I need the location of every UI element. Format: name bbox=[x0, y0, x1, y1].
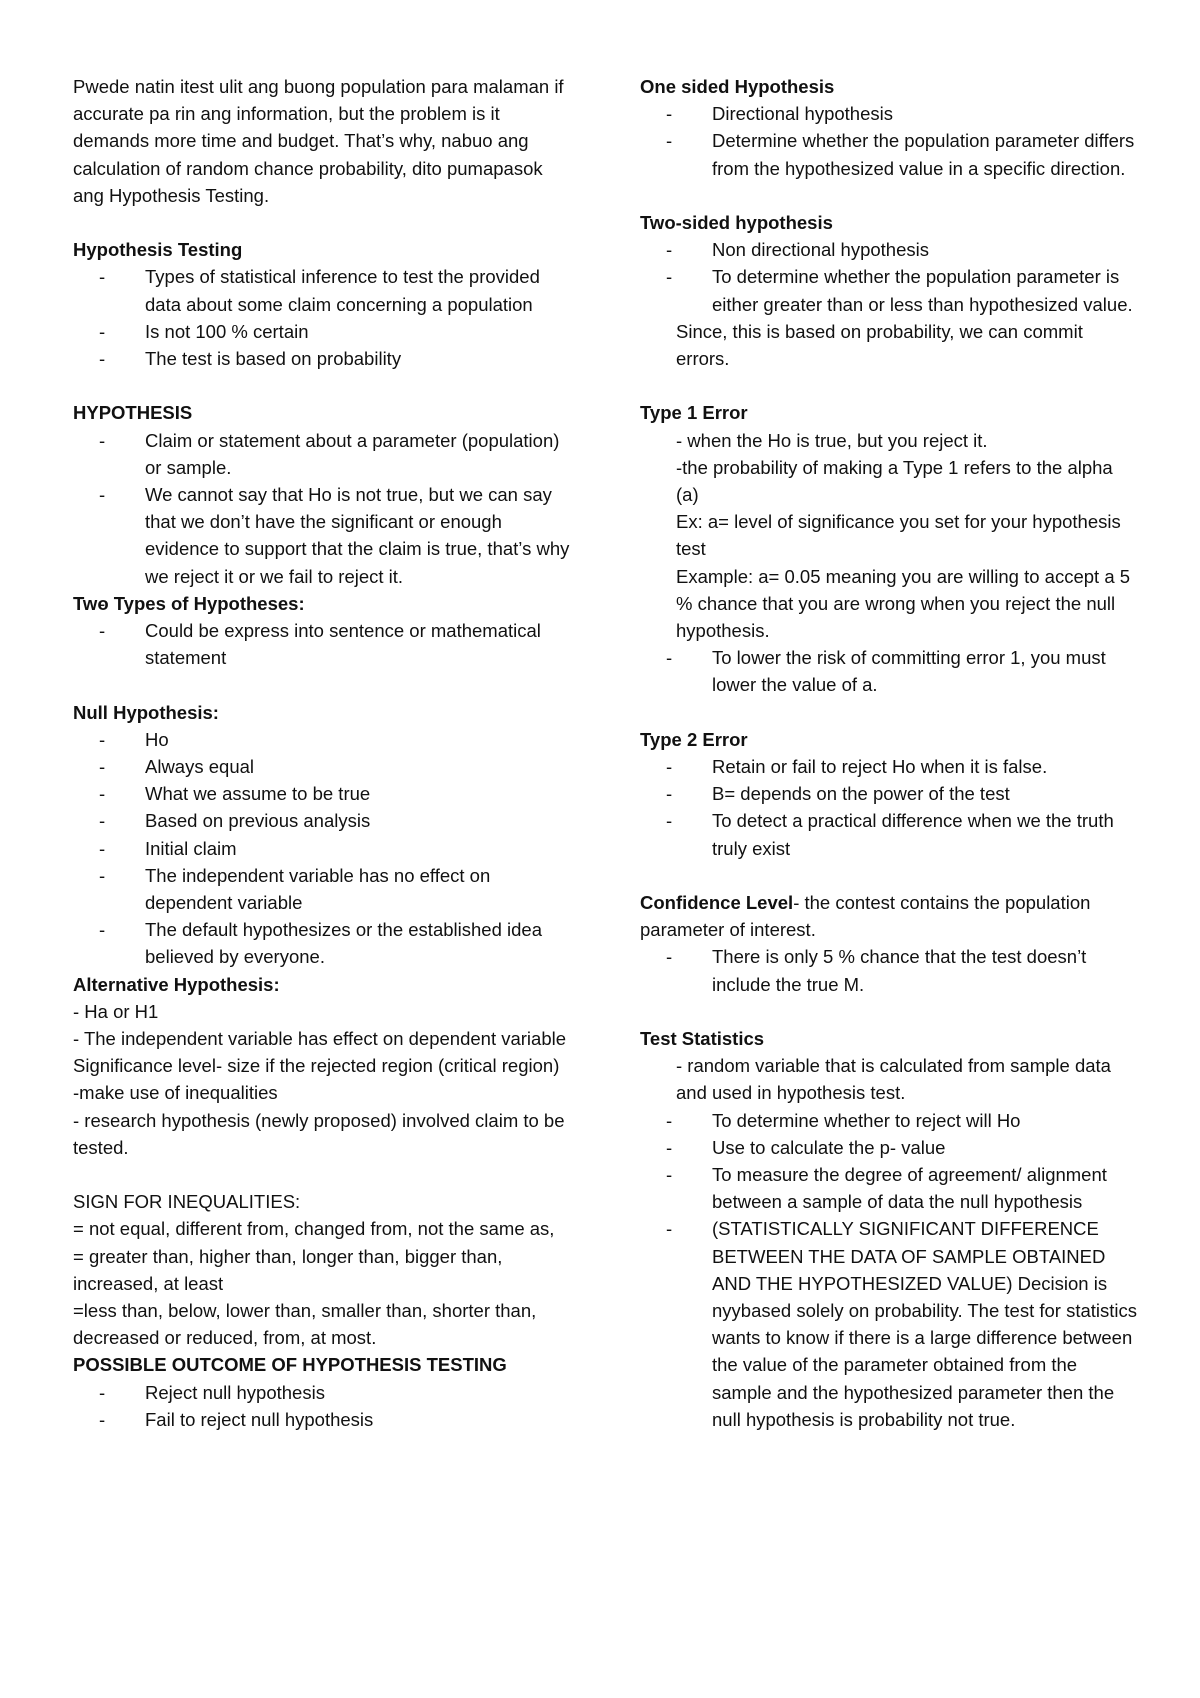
left-column bbox=[73, 73, 573, 1433]
intro-paragraph: Pwede natin itest ulit ang buong population para malaman if accurate pa rin ang information, but the problem is it demands more time and budget. That’s why, nabuo ang calculation of random chance probability, dito pumapasok ang Hypothesis Testing. bbox=[73, 76, 564, 206]
type2-list bbox=[640, 753, 1140, 862]
heading-type1-error: Type 1 Error bbox=[640, 402, 748, 424]
list-item: - Types of statistical inference to test the provided data about some claim concerning a population bbox=[73, 263, 573, 317]
list-item: - Ho bbox=[73, 726, 573, 753]
heading-one-sided: One sided Hypothesis bbox=[640, 76, 835, 97]
sign-line: = greater than, higher than, longer than, bigger than, increased, at least bbox=[73, 1245, 503, 1294]
hypothesis-testing-list bbox=[73, 263, 573, 372]
list-item: - Determine whether the population parameter differs from the hypothesized value in a specific direction. bbox=[640, 127, 1140, 181]
list-item: - Directional hypothesis bbox=[640, 100, 1140, 127]
alt-line: -make use of inequalities bbox=[73, 1082, 278, 1104]
list-item: - We cannot say that Ho is not true, but we can say that we don’t have the significant or enough evidence to support that the claim is true, that’s why we reject it or we fail to reject it. bbox=[73, 481, 573, 590]
confidence-level-definition: - the contest contains the population parameter of interest. bbox=[640, 892, 1091, 941]
alt-line: - The independent variable has effect on dependent variable bbox=[73, 1028, 567, 1050]
two-types-list bbox=[73, 617, 573, 671]
hypothesis-list bbox=[73, 427, 573, 590]
heading-sign-inequalities: SIGN FOR INEQUALITIES: bbox=[73, 1191, 301, 1213]
null-hypothesis-list bbox=[73, 726, 573, 971]
list-item: - To measure the degree of agreement/ alignment between a sample of data the null hypothesis bbox=[640, 1161, 1140, 1215]
heading-two-sided: Two-sided hypothesis bbox=[640, 212, 833, 233]
list-item: - The default hypothesizes or the established idea believed by everyone. bbox=[73, 916, 573, 970]
confidence-level-term: Confidence Level bbox=[640, 892, 794, 914]
outcome-list bbox=[73, 1379, 573, 1433]
list-item: - Could be express into sentence or mathematical statement bbox=[73, 617, 573, 671]
sign-line: =less than, below, lower than, smaller than, shorter than, decreased or reduced, from, at most. bbox=[73, 1300, 537, 1349]
alt-line: - Ha or H1 bbox=[73, 1000, 159, 1022]
list-item: - Initial claim bbox=[73, 835, 573, 862]
list-item: - (STATISTICALLY SIGNIFICANT DIFFERENCE BETWEEN THE DATA OF SAMPLE OBTAINED AND THE HYPOTHESIZED VALUE) Decision is nyybased solely on probability. The test for statistics wants to know if there is a large difference between the value of the parameter obtained from the sample and the hypothesized parameter then the null hypothesis is probability not true. bbox=[640, 1215, 1140, 1433]
list-item: - Fail to reject null hypothesis bbox=[73, 1406, 573, 1433]
type1-line: -the probability of making a Type 1 refers to the alpha (a) bbox=[676, 456, 1113, 506]
type1-line: Ex: a= level of significance you set for your hypothesis test bbox=[676, 511, 1121, 560]
list-item: - To lower the risk of committing error 1, you must lower the value of a. bbox=[640, 644, 1140, 698]
list-item: - Based on previous analysis bbox=[73, 807, 573, 834]
heading-null-hypothesis: Null Hypothesis: bbox=[73, 701, 219, 723]
two-sided-list bbox=[640, 236, 1140, 318]
heading-type2-error: Type 2 Error bbox=[640, 728, 748, 750]
list-item: - To determine whether the population parameter is either greater than or less than hypothesized value. bbox=[640, 263, 1140, 317]
test-stats-line: - random variable that is calculated from sample data and used in hypothesis test. bbox=[676, 1055, 1111, 1104]
alt-line: Significance level- size if the rejected region (critical region) bbox=[73, 1055, 560, 1077]
right-column bbox=[640, 73, 1140, 1433]
list-item: - The independent variable has no effect on dependent variable bbox=[73, 862, 573, 916]
list-item: - Use to calculate the p- value bbox=[640, 1134, 1140, 1161]
one-sided-list bbox=[640, 100, 1140, 182]
list-item: - The test is based on probability bbox=[73, 345, 573, 372]
test-stats-list bbox=[640, 1107, 1140, 1433]
type1-list bbox=[640, 644, 1140, 698]
list-item: - Claim or statement about a parameter (population) or sample. bbox=[73, 427, 573, 481]
list-item: - Always equal bbox=[73, 753, 573, 780]
heading-possible-outcome: POSSIBLE OUTCOME OF HYPOTHESIS TESTING bbox=[73, 1354, 507, 1376]
confidence-list bbox=[640, 943, 1140, 997]
type1-line: Example: a= 0.05 meaning you are willing to accept a 5 % chance that you are wrong when you reject the null hypothesis. bbox=[676, 565, 1131, 642]
list-item: - Reject null hypothesis bbox=[73, 1379, 573, 1406]
list-item: - To detect a practical difference when we the truth truly exist bbox=[640, 807, 1140, 861]
heading-two-types: Two Types of Hypotheses: bbox=[73, 592, 305, 614]
two-sided-note: Since, this is based on probability, we can commit errors. bbox=[676, 320, 1083, 370]
list-item: - B= depends on the power of the test bbox=[640, 780, 1140, 807]
heading-hypothesis-testing: Hypothesis Testing bbox=[73, 239, 243, 261]
heading-hypothesis: HYPOTHESIS bbox=[73, 402, 193, 424]
list-item: - Retain or fail to reject Ho when it is false. bbox=[640, 753, 1140, 780]
heading-test-statistics: Test Statistics bbox=[640, 1028, 765, 1050]
heading-alternative-hypothesis: Alternative Hypothesis: bbox=[73, 973, 280, 995]
sign-line: = not equal, different from, changed from, not the same as, bbox=[73, 1218, 555, 1240]
confidence-level-paragraph bbox=[640, 889, 1140, 943]
list-item: - Is not 100 % certain bbox=[73, 318, 573, 345]
list-item: - There is only 5 % chance that the test doesn’t include the true M. bbox=[640, 943, 1140, 997]
type1-line: - when the Ho is true, but you reject it. bbox=[676, 429, 988, 451]
list-item: - Non directional hypothesis bbox=[640, 236, 1140, 263]
list-item: - What we assume to be true bbox=[73, 780, 573, 807]
alt-line: - research hypothesis (newly proposed) involved claim to be tested. bbox=[73, 1109, 565, 1158]
list-item: - To determine whether to reject will Ho bbox=[640, 1107, 1140, 1134]
